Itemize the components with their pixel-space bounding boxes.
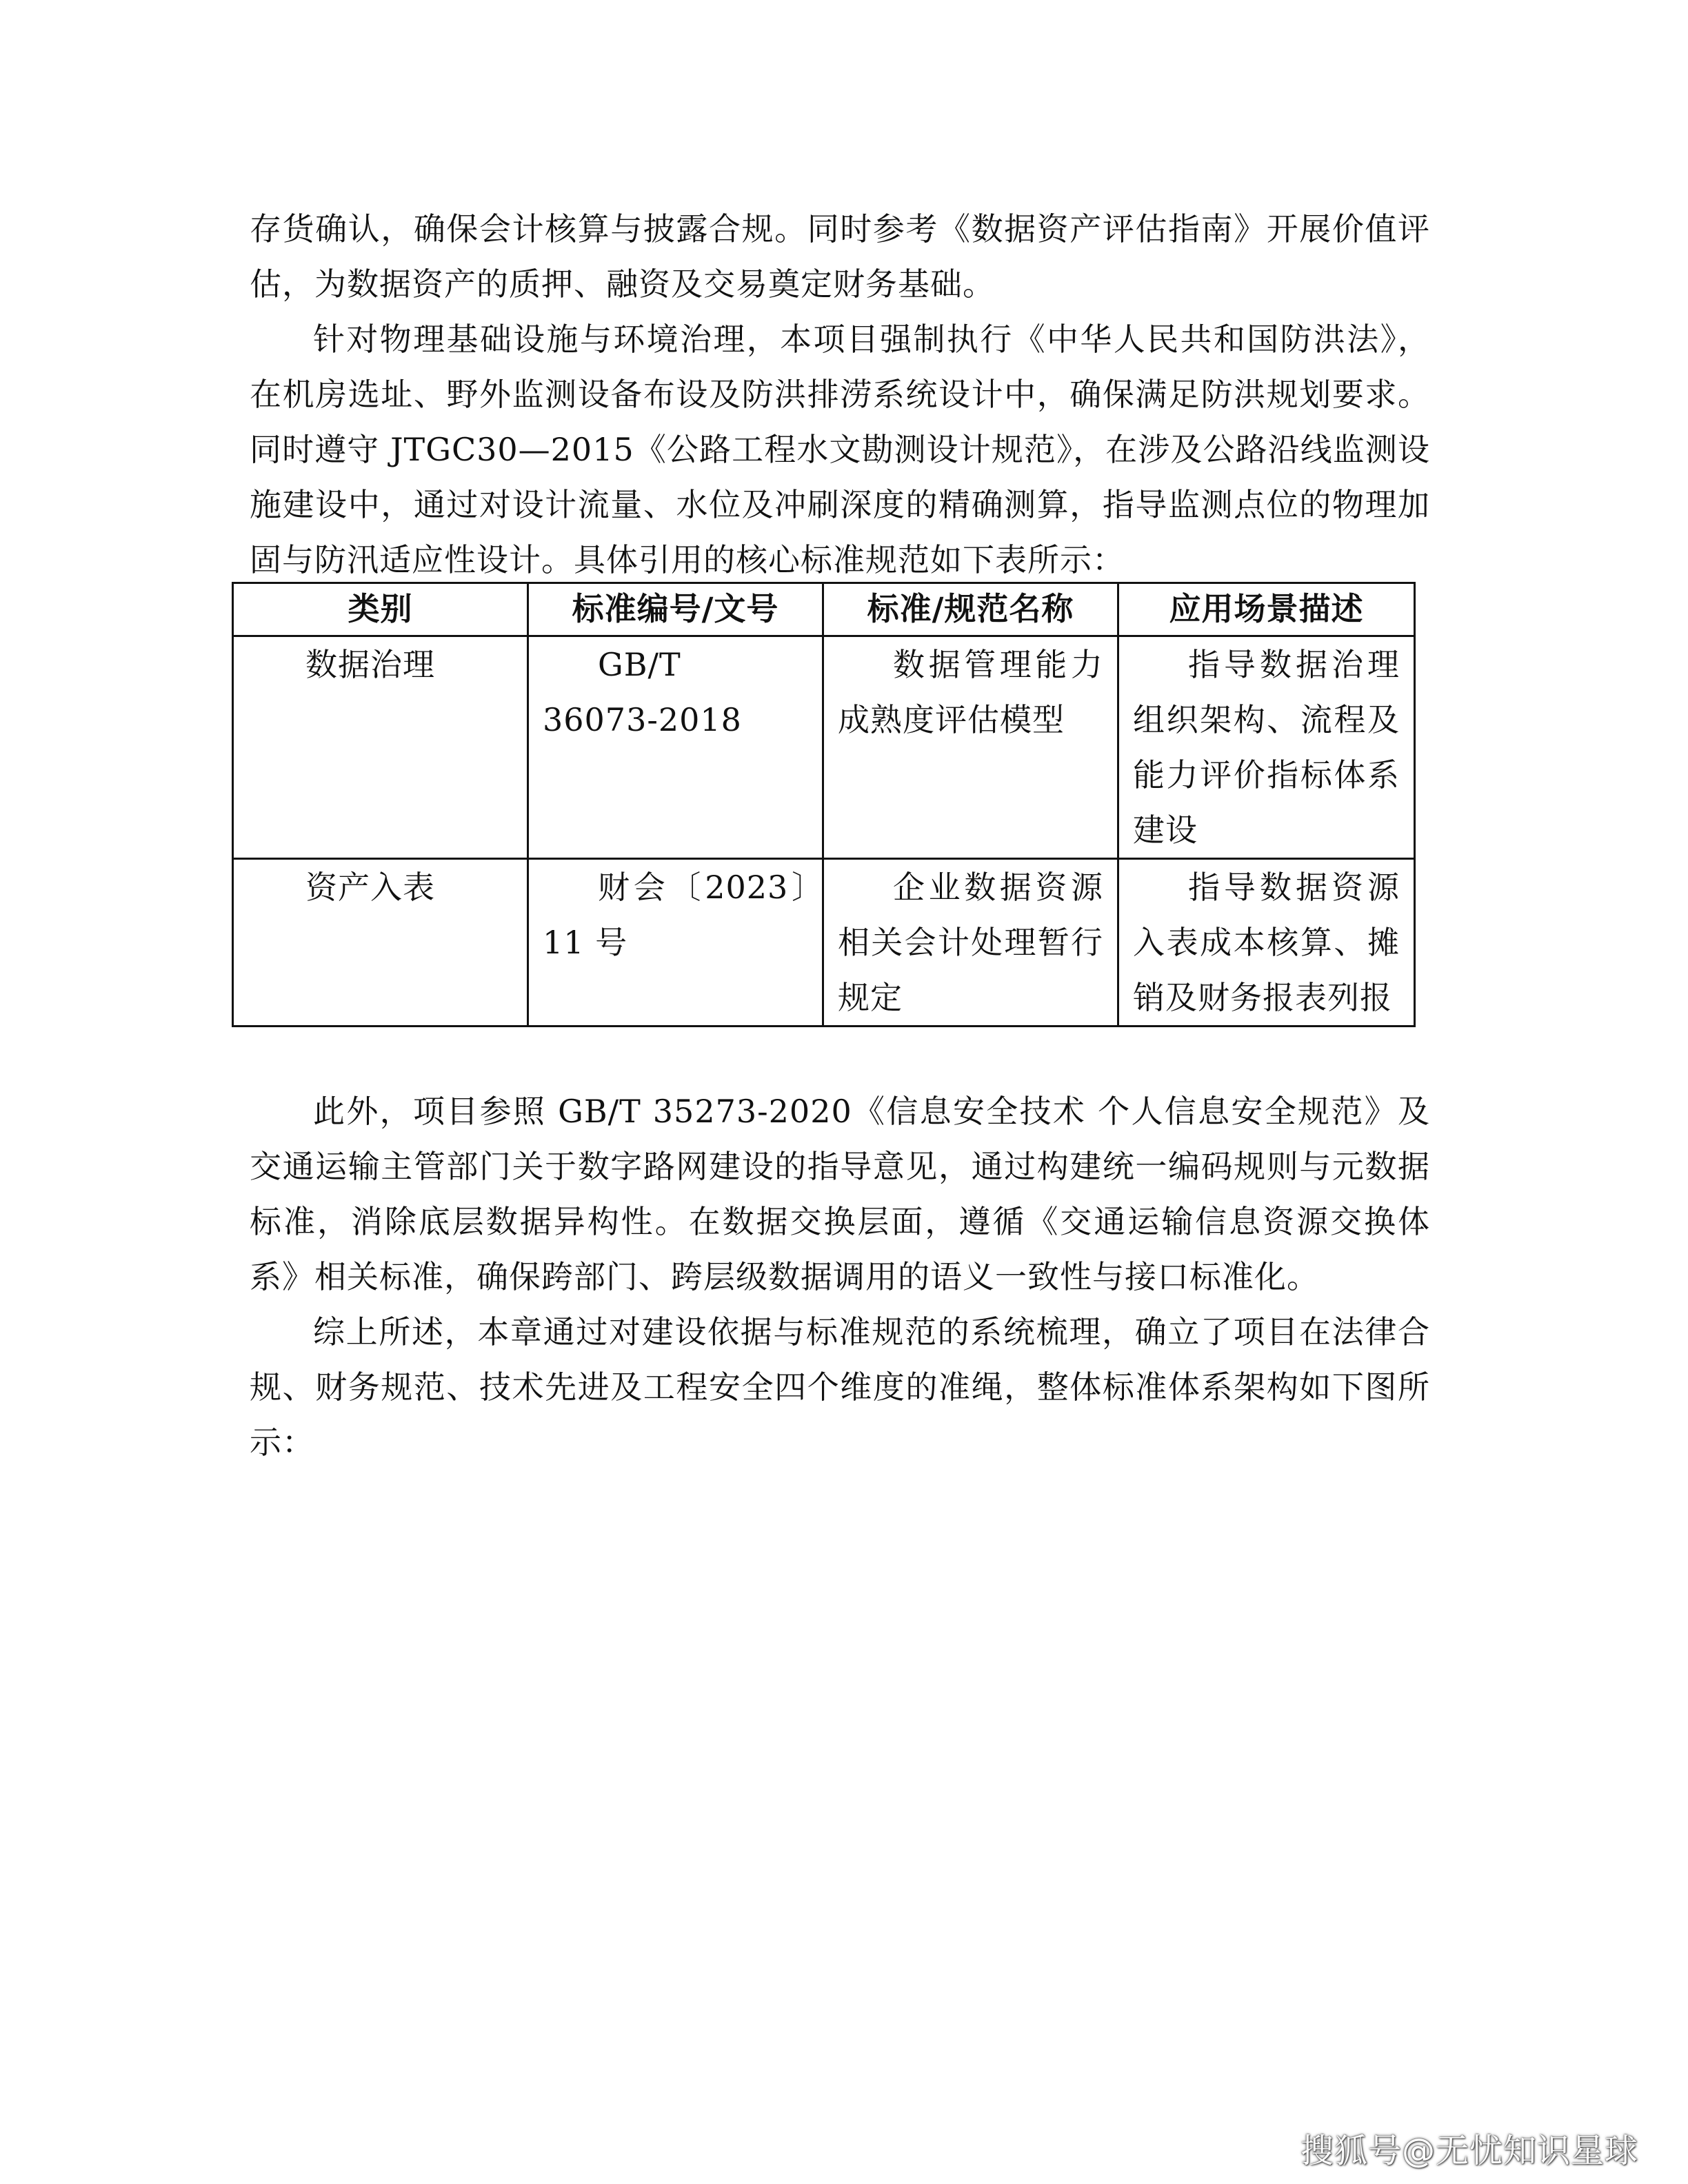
body-text-top xyxy=(250,201,1430,587)
cell-code: GB/T 36073-2018 xyxy=(528,636,823,859)
standards-table xyxy=(232,582,1416,1027)
body-text-bottom xyxy=(250,1084,1430,1470)
cell-category: 数据治理 xyxy=(233,636,528,859)
table-row xyxy=(233,859,1415,1027)
cell-name: 数据管理能力成熟度评估模型 xyxy=(823,636,1118,859)
paragraph-infrastructure: 针对物理基础设施与环境治理，本项目强制执行《中华人民共和国防洪法》，在机房选址、野外监测设备布设及防洪排涝系统设计中，确保满足防洪规划要求。同时遵守 JTGC30—2015《公路工程水文勘测设计规范》，在涉及公路沿线监测设施建设中，通过对设计流量、水位及冲刷深度的精确测算，指导监测点位的物理加固与防汛适应性设计。具体引用的核心标准规范如下表所示： xyxy=(250,321,1430,578)
header-name: 标准/规范名称 xyxy=(823,583,1118,636)
header-code: 标准编号/文号 xyxy=(528,583,823,636)
cell-name: 企业数据资源相关会计处理暂行规定 xyxy=(823,859,1118,1027)
header-category: 类别 xyxy=(233,583,528,636)
header-scenario: 应用场景描述 xyxy=(1118,583,1415,636)
paragraph-continuation: 存货确认，确保会计核算与披露合规。同时参考《数据资产评估指南》开展价值评估，为数据资产的质押、融资及交易奠定财务基础。 xyxy=(250,210,1430,303)
cell-category: 资产入表 xyxy=(233,859,528,1027)
cell-scenario: 指导数据治理组织架构、流程及能力评价指标体系建设 xyxy=(1118,636,1415,859)
paragraph-reference: 此外，项目参照 GB/T 35273-2020《信息安全技术 个人信息安全规范》及交通运输主管部门关于数字路网建设的指导意见，通过构建统一编码规则与元数据标准，消除底层数据异构性。在数据交换层面，遵循《交通运输信息资源交换体系》相关标准，确保跨部门、跨层级数据调用的语义一致性与接口标准化。 xyxy=(250,1093,1430,1295)
table-row xyxy=(233,636,1415,859)
cell-code: 财会〔2023〕11 号 xyxy=(528,859,823,1027)
cell-scenario: 指导数据资源入表成本核算、摊销及财务报表列报 xyxy=(1118,859,1415,1027)
watermark-text: 搜狐号@无忧知识星球 xyxy=(1300,2132,1638,2170)
table-header-row xyxy=(233,583,1415,636)
paragraph-summary: 综上所述，本章通过对建设依据与标准规范的系统梳理，确立了项目在法律合规、财务规范、技术先进及工程安全四个维度的准绳，整体标准体系架构如下图所示： xyxy=(250,1313,1430,1461)
